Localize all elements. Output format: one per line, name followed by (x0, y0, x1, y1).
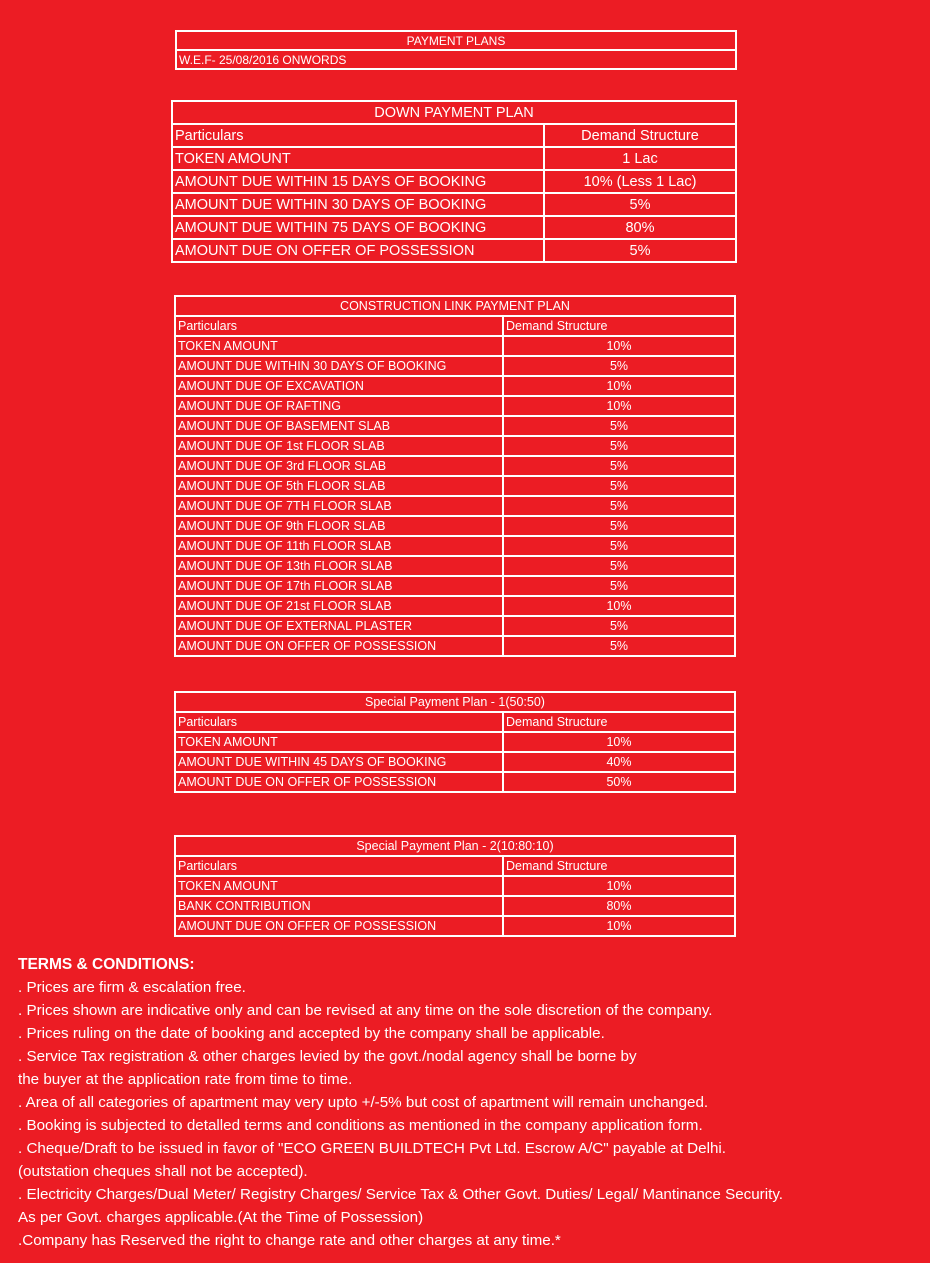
particulars-cell: AMOUNT DUE ON OFFER OF POSSESSION (175, 636, 503, 656)
construction-link-payment-plan-table (174, 295, 736, 657)
particulars-cell: TOKEN AMOUNT (175, 336, 503, 356)
particulars-cell: AMOUNT DUE OF 1st FLOOR SLAB (175, 436, 503, 456)
terms-line: . Booking is subjected to detalled terms and conditions as mentioned in the company application form. (18, 1117, 703, 1134)
demand-structure-cell: 10% (503, 876, 735, 896)
column-header-particulars: Particulars (175, 712, 503, 732)
table-title: CONSTRUCTION LINK PAYMENT PLAN (175, 296, 735, 316)
table-row (175, 772, 735, 792)
special-payment-plan-2-table (174, 835, 736, 937)
table-row (175, 616, 735, 636)
wef-date: W.E.F- 25/08/2016 ONWORDS (176, 50, 736, 69)
column-header-demand-structure: Demand Structure (503, 316, 735, 336)
table-row (175, 732, 735, 752)
column-header-particulars: Particulars (175, 856, 503, 876)
terms-line: . Prices shown are indicative only and can be revised at any time on the sole discretion of the company. (18, 1002, 713, 1019)
particulars-cell: AMOUNT DUE OF 7TH FLOOR SLAB (175, 496, 503, 516)
table-row (175, 876, 735, 896)
table-row (175, 556, 735, 576)
particulars-cell: AMOUNT DUE WITHIN 75 DAYS OF BOOKING (172, 216, 544, 239)
demand-structure-cell: 5% (503, 616, 735, 636)
demand-structure-cell: 5% (503, 536, 735, 556)
demand-structure-cell: 5% (503, 636, 735, 656)
particulars-cell: AMOUNT DUE OF 5th FLOOR SLAB (175, 476, 503, 496)
table-row (175, 456, 735, 476)
terms-line: . Prices are firm & escalation free. (18, 979, 246, 996)
terms-list (18, 976, 923, 1252)
table-row (175, 516, 735, 536)
terms-line: (outstation cheques shall not be accepted). (18, 1163, 308, 1180)
table-row (175, 896, 735, 916)
terms-line: . Service Tax registration & other charges levied by the govt./nodal agency shall be borne by (18, 1048, 637, 1065)
table-row (175, 476, 735, 496)
demand-structure-cell: 10% (Less 1 Lac) (544, 170, 736, 193)
table-row (172, 239, 736, 262)
demand-structure-cell: 10% (503, 336, 735, 356)
terms-line: . Area of all categories of apartment may very upto +/-5% but cost of apartment will remain unchanged. (18, 1094, 709, 1111)
terms-line: .Company has Reserved the right to change rate and other charges at any time.* (18, 1232, 561, 1249)
particulars-cell: AMOUNT DUE OF 21st FLOOR SLAB (175, 596, 503, 616)
column-header-particulars: Particulars (172, 124, 544, 147)
down-payment-plan-table (171, 100, 737, 263)
table-row (175, 416, 735, 436)
particulars-cell: AMOUNT DUE WITHIN 45 DAYS OF BOOKING (175, 752, 503, 772)
demand-structure-cell: 5% (544, 239, 736, 262)
table-row (175, 436, 735, 456)
table-row (175, 396, 735, 416)
particulars-cell: BANK CONTRIBUTION (175, 896, 503, 916)
payment-plans-title: PAYMENT PLANS (176, 31, 736, 50)
column-header-particulars: Particulars (175, 316, 503, 336)
particulars-cell: AMOUNT DUE OF 17th FLOOR SLAB (175, 576, 503, 596)
table-title: Special Payment Plan - 2(10:80:10) (175, 836, 735, 856)
demand-structure-cell: 5% (503, 556, 735, 576)
table-row (172, 193, 736, 216)
demand-structure-cell: 40% (503, 752, 735, 772)
column-header-demand-structure: Demand Structure (503, 856, 735, 876)
column-header-demand-structure: Demand Structure (503, 712, 735, 732)
table-row (172, 147, 736, 170)
table-row (175, 496, 735, 516)
particulars-cell: AMOUNT DUE OF EXCAVATION (175, 376, 503, 396)
demand-structure-cell: 10% (503, 916, 735, 936)
particulars-cell: AMOUNT DUE OF 9th FLOOR SLAB (175, 516, 503, 536)
terms-line: . Electricity Charges/Dual Meter/ Registry Charges/ Service Tax & Other Govt. Duties/ Legal/ Mantinance Security. (18, 1186, 784, 1203)
terms-line: . Cheque/Draft to be issued in favor of "ECO GREEN BUILDTECH Pvt Ltd. Escrow A/C" payable at Delhi. (18, 1140, 727, 1157)
column-header-demand-structure: Demand Structure (544, 124, 736, 147)
table-row (175, 596, 735, 616)
demand-structure-cell: 80% (544, 216, 736, 239)
particulars-cell: TOKEN AMOUNT (175, 732, 503, 752)
particulars-cell: AMOUNT DUE ON OFFER OF POSSESSION (172, 239, 544, 262)
demand-structure-cell: 5% (503, 576, 735, 596)
terms-line: . Prices ruling on the date of booking and accepted by the company shall be applicable. (18, 1025, 605, 1042)
payment-plans-header-table (175, 30, 737, 70)
particulars-cell: TOKEN AMOUNT (175, 876, 503, 896)
demand-structure-cell: 1 Lac (544, 147, 736, 170)
table-row (175, 752, 735, 772)
table-row (175, 336, 735, 356)
terms-line: As per Govt. charges applicable.(At the Time of Possession) (18, 1209, 424, 1226)
demand-structure-cell: 5% (503, 456, 735, 476)
particulars-cell: AMOUNT DUE ON OFFER OF POSSESSION (175, 916, 503, 936)
particulars-cell: TOKEN AMOUNT (172, 147, 544, 170)
particulars-cell: AMOUNT DUE OF RAFTING (175, 396, 503, 416)
particulars-cell: AMOUNT DUE OF 3rd FLOOR SLAB (175, 456, 503, 476)
table-row (175, 356, 735, 376)
demand-structure-cell: 5% (503, 416, 735, 436)
terms-and-conditions (18, 953, 923, 1252)
particulars-cell: AMOUNT DUE OF 13th FLOOR SLAB (175, 556, 503, 576)
table-row (175, 916, 735, 936)
demand-structure-cell: 5% (503, 496, 735, 516)
table-title: Special Payment Plan - 1(50:50) (175, 692, 735, 712)
table-title: DOWN PAYMENT PLAN (172, 101, 736, 124)
table-row (175, 376, 735, 396)
demand-structure-cell: 5% (503, 476, 735, 496)
particulars-cell: AMOUNT DUE WITHIN 30 DAYS OF BOOKING (175, 356, 503, 376)
particulars-cell: AMOUNT DUE WITHIN 30 DAYS OF BOOKING (172, 193, 544, 216)
table-row (175, 536, 735, 556)
demand-structure-cell: 50% (503, 772, 735, 792)
table-row (175, 576, 735, 596)
demand-structure-cell: 5% (544, 193, 736, 216)
particulars-cell: AMOUNT DUE OF BASEMENT SLAB (175, 416, 503, 436)
particulars-cell: AMOUNT DUE ON OFFER OF POSSESSION (175, 772, 503, 792)
terms-title: TERMS & CONDITIONS: (18, 956, 195, 973)
particulars-cell: AMOUNT DUE OF 11th FLOOR SLAB (175, 536, 503, 556)
terms-line: the buyer at the application rate from time to time. (18, 1071, 353, 1088)
table-row (175, 636, 735, 656)
special-payment-plan-1-table (174, 691, 736, 793)
demand-structure-cell: 10% (503, 596, 735, 616)
demand-structure-cell: 10% (503, 376, 735, 396)
demand-structure-cell: 5% (503, 356, 735, 376)
demand-structure-cell: 10% (503, 396, 735, 416)
demand-structure-cell: 5% (503, 516, 735, 536)
particulars-cell: AMOUNT DUE WITHIN 15 DAYS OF BOOKING (172, 170, 544, 193)
table-row (172, 170, 736, 193)
demand-structure-cell: 80% (503, 896, 735, 916)
table-row (172, 216, 736, 239)
demand-structure-cell: 5% (503, 436, 735, 456)
particulars-cell: AMOUNT DUE OF EXTERNAL PLASTER (175, 616, 503, 636)
demand-structure-cell: 10% (503, 732, 735, 752)
